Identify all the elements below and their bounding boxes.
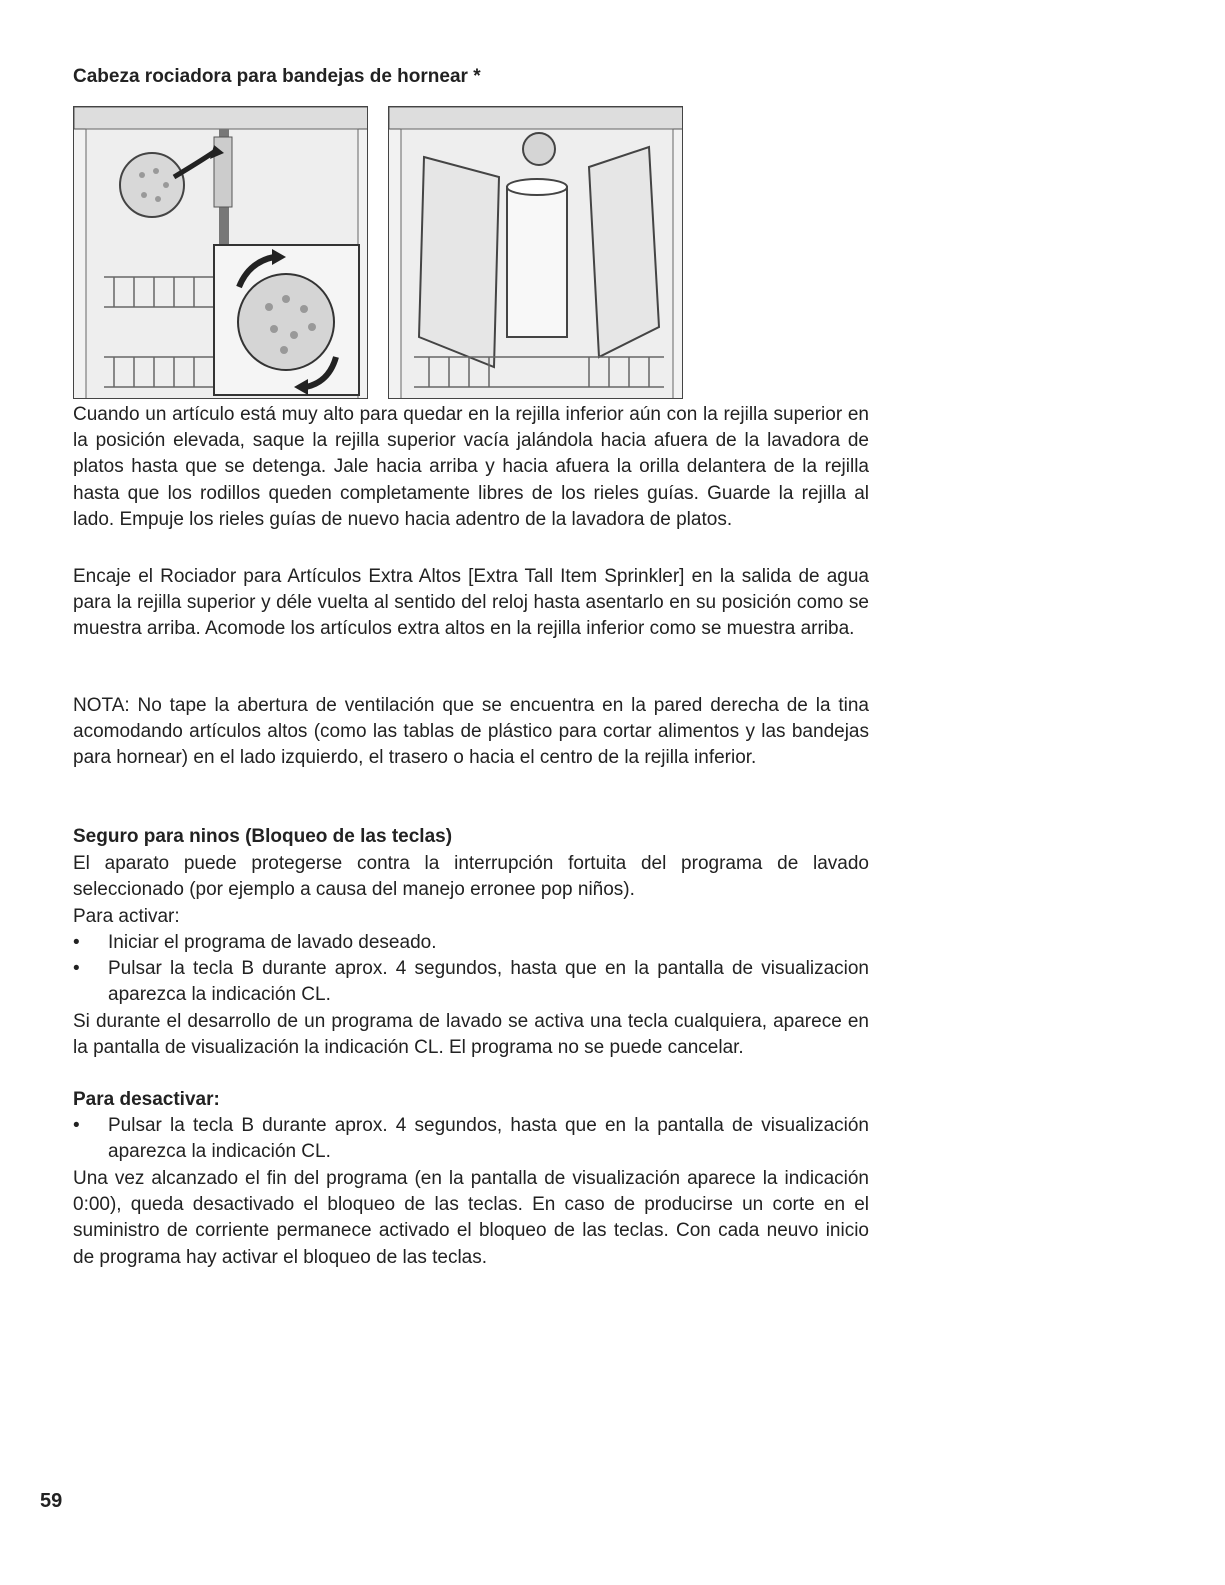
label-activate: Para activar:	[73, 906, 180, 927]
paragraph-child-lock-intro: El aparato puede protegerse contra la interrupción fortuita del programa de lavado seleccionado (por ejemplo a causa del manejo erronee pop niños).	[73, 853, 869, 901]
paragraph-install-sprinkler: Encaje el Rociador para Artículos Extra Altos [Extra Tall Item Sprinkler] en la salida de agua para la rejilla superior y déle vuelta al sentido del reloj hasta asentarlo en su posición como se muestra arriba. Acomode los artículos extra altos en la rejilla inferior como se muestra arriba.	[73, 566, 869, 640]
paragraph-remove-rack: Cuando un artículo está muy alto para quedar en la rejilla inferior aún con la rejilla superior en la posición elevada, saque la rejilla superior vacía jalándola hacia afuera de la lavadora de platos hasta que se detenga. Jale hacia arriba y hacia afuera la orilla delantera de la rejilla hasta que los rodillos queden completamente libres de los rieles guías. Guarde la rejilla al lado. Empuje los rieles guías de nuevo hacia adentro de la lavadora de platos.	[73, 404, 869, 530]
section-title-child-lock: Seguro para ninos (Bloqueo de las teclas)	[73, 826, 453, 847]
list-item-text: Pulsar la tecla B durante aprox. 4 segundos, hasta que en la pantalla de visualización aparezca la indicación CL.	[108, 1115, 869, 1163]
tall-items-rack-illustration	[388, 106, 683, 399]
list-item	[73, 1113, 869, 1165]
section-title-spray-head: Cabeza rociadora para bandejas de hornear *	[73, 66, 481, 87]
list-item	[73, 956, 869, 1008]
sprinkler-install-illustration	[73, 106, 368, 399]
deactivate-steps-list	[73, 1113, 869, 1165]
label-deactivate: Para desactivar:	[73, 1089, 220, 1110]
paragraph-lock-behavior: Si durante el desarrollo de un programa de lavado se activa una tecla cualquiera, aparece en la pantalla de visualización la indicación CL. El programa no se puede cancelar.	[73, 1011, 869, 1059]
page-number: 59	[40, 1490, 63, 1512]
list-item-text: Pulsar la tecla B durante aprox. 4 segundos, hasta que en la pantalla de visualizacion aparezca la indicación CL.	[108, 958, 869, 1006]
paragraph-note: NOTA: No tape la abertura de ventilación que se encuentra en la pared derecha de la tina acomodando artículos altos (como las tablas de plástico para cortar alimentos y las bandejas para hornear) en el lado izquierdo, el trasero o hacia el centro de la rejilla inferior.	[73, 695, 869, 769]
bullet-icon: •	[73, 958, 80, 980]
bullet-icon: •	[73, 1115, 80, 1136]
list-item-text: Iniciar el programa de lavado deseado.	[108, 932, 437, 953]
paragraph-closing: Una vez alcanzado el fin del programa (en la pantalla de visualización aparece la indicación 0:00), queda desactivado el bloqueo de las teclas. En caso de producirse un corte en el suministro de corriente permanece activado el bloqueo de las teclas. Con cada neuvo inicio de programa hay activar el bloqueo de las teclas.	[73, 1168, 869, 1268]
list-item	[73, 930, 869, 956]
bullet-icon: •	[73, 932, 80, 953]
activate-steps-list	[73, 930, 869, 1009]
